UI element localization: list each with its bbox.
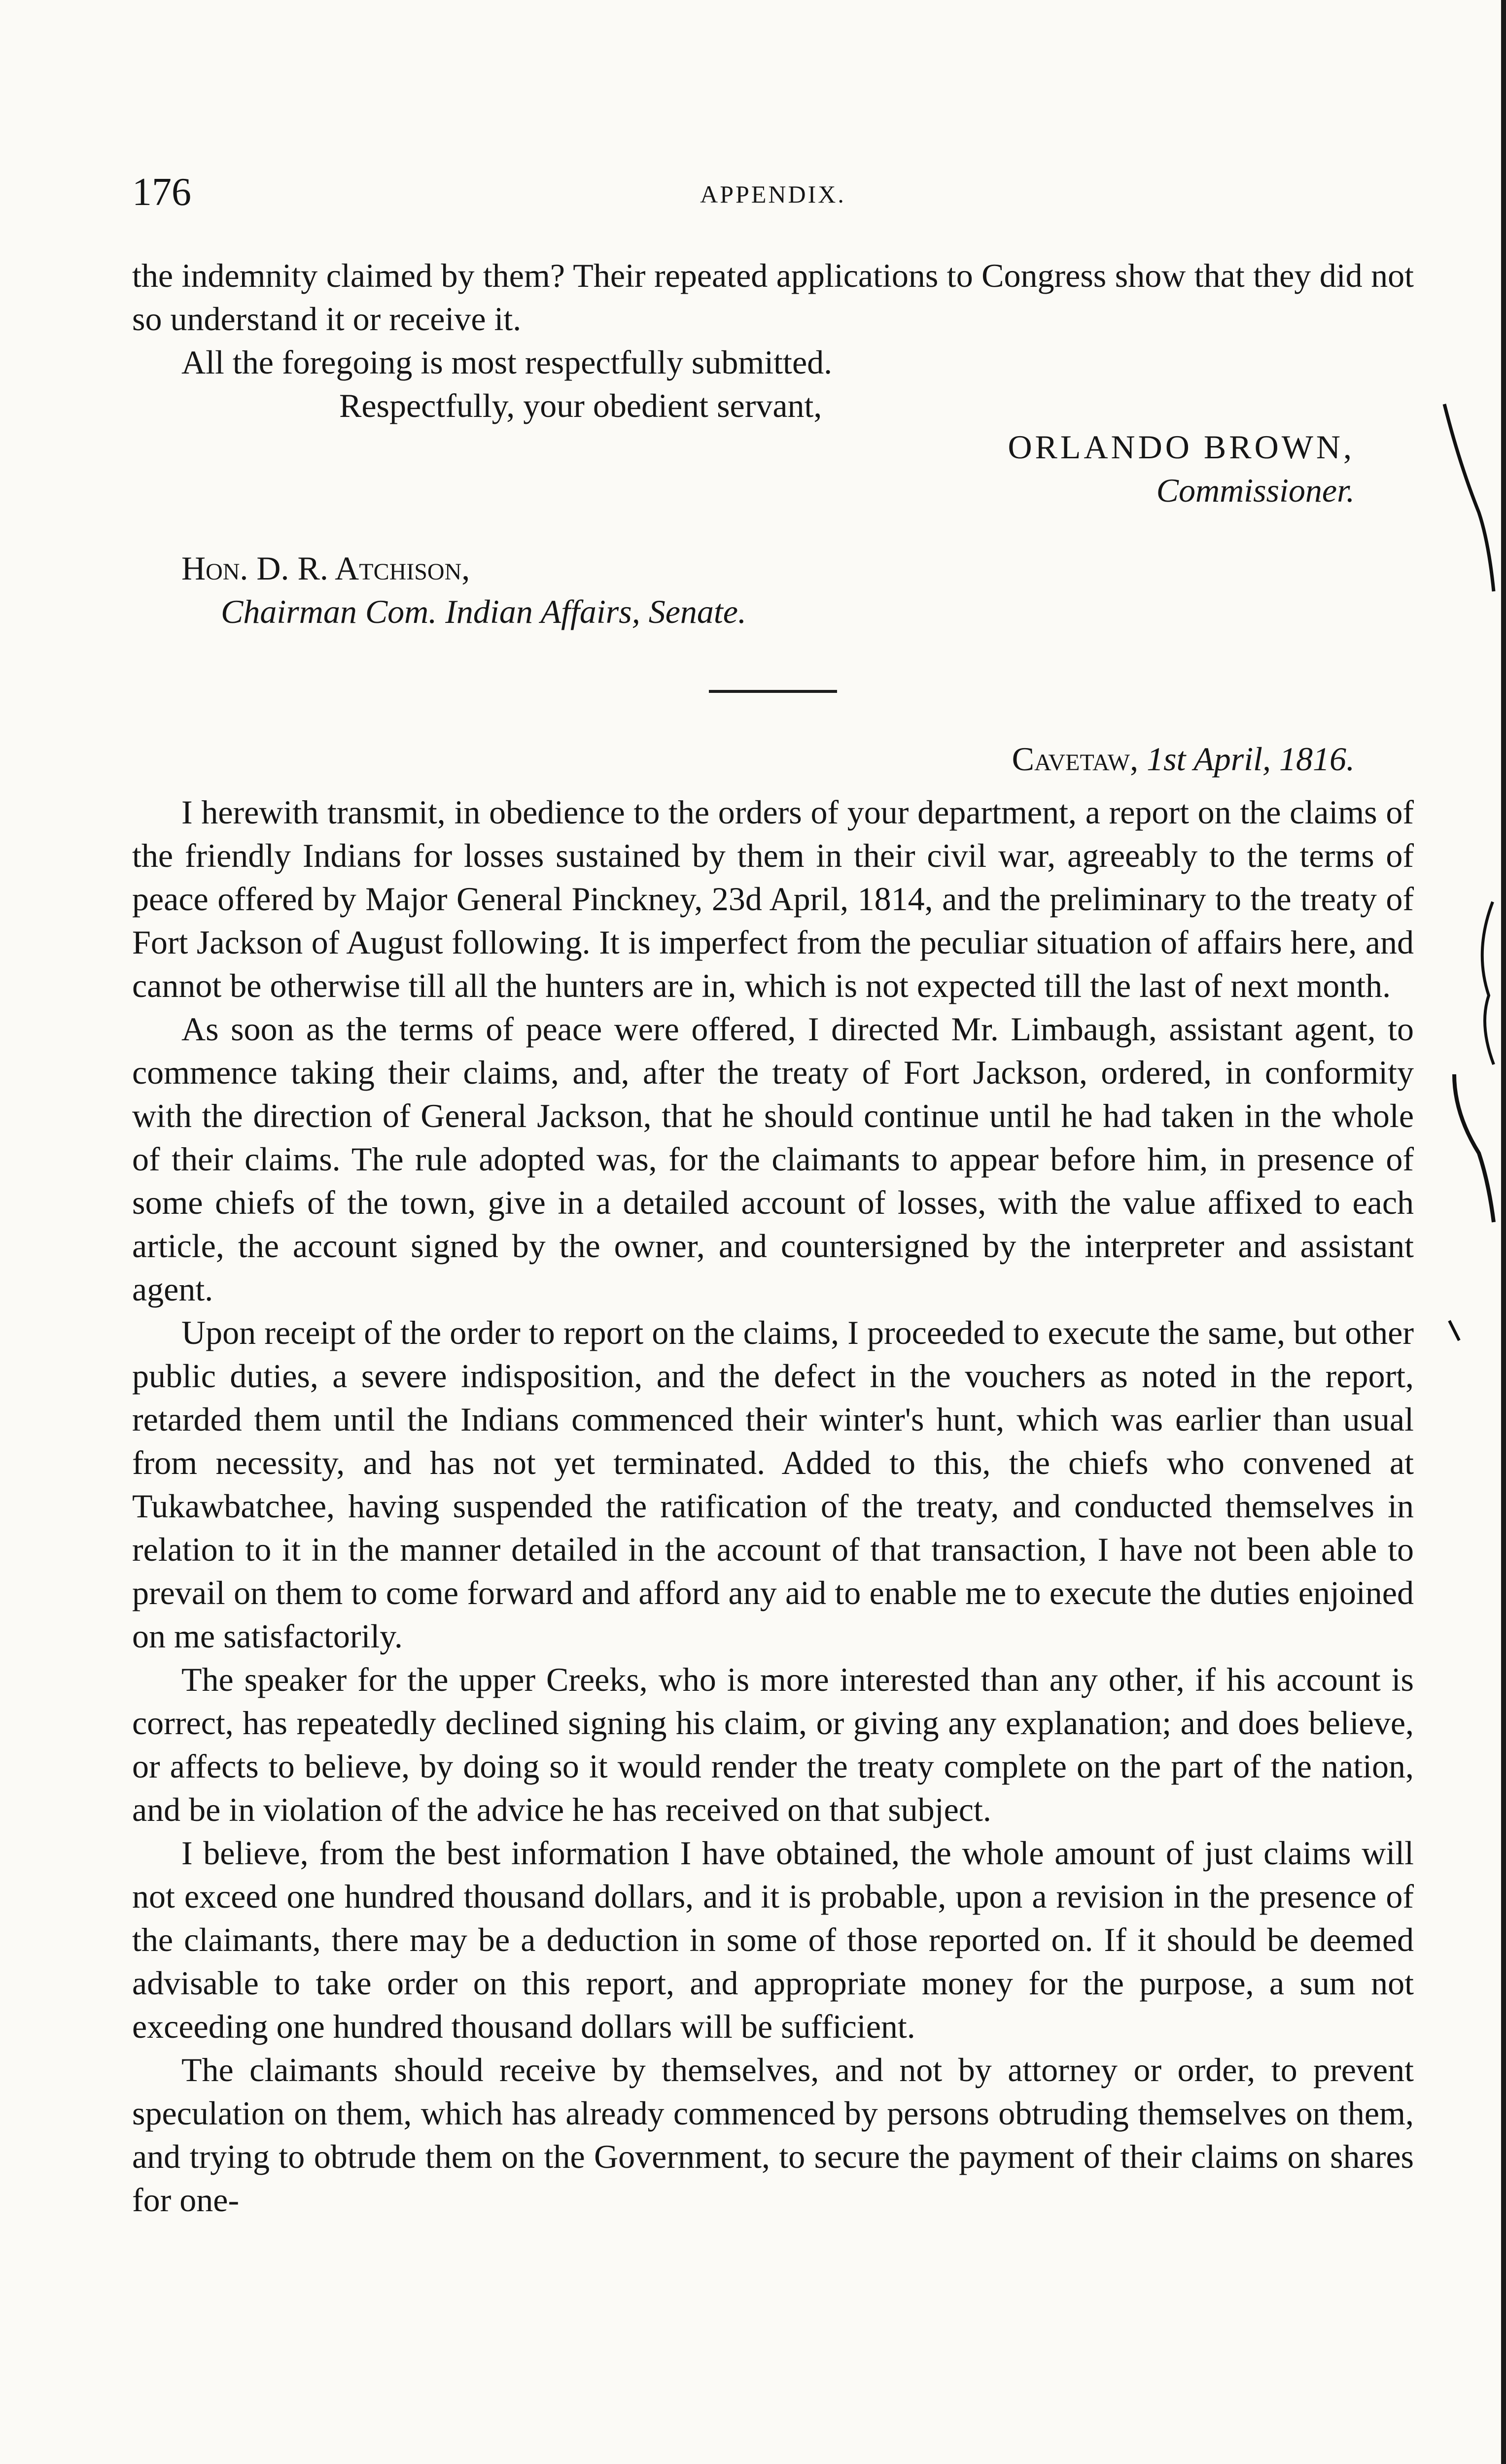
page-header: [132, 170, 1414, 219]
body-paragraph-2: As soon as the terms of peace were offered, I directed Mr. Limbaugh, assistant agent, to commence taking their claims, and, after the treaty of Fort Jackson, ordered, in conformity with the direction of General Jackson, that he should continue until he had taken in the whole of their claims. The rule adopted was, for the claimants to appear before him, in presence of some chiefs of the town, give in a detailed account of losses, with the value affixed to each article, the account signed by the owner, and countersigned by the interpreter and assistant agent.: [132, 1010, 1414, 1308]
section-divider: [709, 690, 837, 693]
body-paragraph-6: The claimants should receive by themselves, and not by attorney or order, to prevent speculation on them, which has already commenced by persons obtruding themselves on them, and trying to obtrude them on the Government, to secure the payment of their claims on shares for one-: [132, 2051, 1414, 2219]
addressee-title: Chairman Com. Indian Affairs, Senate.: [221, 593, 746, 630]
body-paragraph-4: The speaker for the upper Creeks, who is more interested than any other, if his account is correct, has repeatedly declined signing his claim, or giving any explanation; and does believe, or affects to believe, by doing so it would render the treaty complete on the part of the nation, and be in violation of the advice he has received on that subject.: [132, 1661, 1414, 1828]
closing-salutation: Respectfully, your obedient servant,: [339, 387, 822, 424]
body-paragraph-3: Upon receipt of the order to report on the claims, I proceeded to execute the same, but other public duties, a severe indisposition, and the defect in the vouchers as noted in the report, retarded them until the Indians commenced their winter's hunt, which was earlier than usual from necessity, and has not yet terminated. Added to this, the chiefs who convened at Tukawbatchee, having suspended the ratification of the treaty, and conducted themselves in relation to it in the manner detailed in the account of that transaction, I have not been able to prevail on them to come forward and afford any aid to enable me to execute the duties enjoined on me satisfactorily.: [132, 1314, 1414, 1655]
margin-bracket-marks: [1439, 384, 1499, 1350]
body-paragraph-1: I herewith transmit, in obedience to the orders of your department, a report on the claims of the friendly Indians for losses sustained by them in their civil war, agreeably to the terms of peace offered by Major General Pinckney, 23d April, 1814, and the preliminary to the treaty of Fort Jackson of August following. It is imperfect from the peculiar situation of affairs here, and cannot be otherwise till all the hunters are in, which is not expected till the last of next month.: [132, 793, 1414, 1004]
dateline-place: Cavetaw,: [1012, 740, 1139, 778]
body-paragraph-5: I believe, from the best information I have obtained, the whole amount of just claims will not exceed one hundred thousand dollars, and it is probable, upon a revision in the presence of the claimants, there may be a deduction in some of those reported on. If it should be deemed advisable to take order on this report, and appropriate money for the purpose, a sum not exceeding one hundred thousand dollars will be sufficient.: [132, 1834, 1414, 2045]
page-number: 176: [132, 171, 191, 214]
dateline: [132, 737, 1414, 781]
signer-name: ORLANDO BROWN,: [1008, 428, 1355, 466]
addressee-name: Hon. D. R. Atchison,: [181, 549, 470, 587]
signer-title: Commissioner.: [1156, 472, 1355, 509]
continued-paragraph: the indemnity claimed by them? Their repeated applications to Congress show that they did not so understand it or receive it.: [132, 257, 1414, 338]
submission-line: All the foregoing is most respectfully submitted.: [181, 343, 833, 381]
scan-right-edge: [1501, 0, 1506, 2464]
page-body: [132, 254, 1414, 2222]
running-head: APPENDIX.: [700, 180, 846, 208]
dateline-date: 1st April, 1816.: [1147, 740, 1355, 778]
